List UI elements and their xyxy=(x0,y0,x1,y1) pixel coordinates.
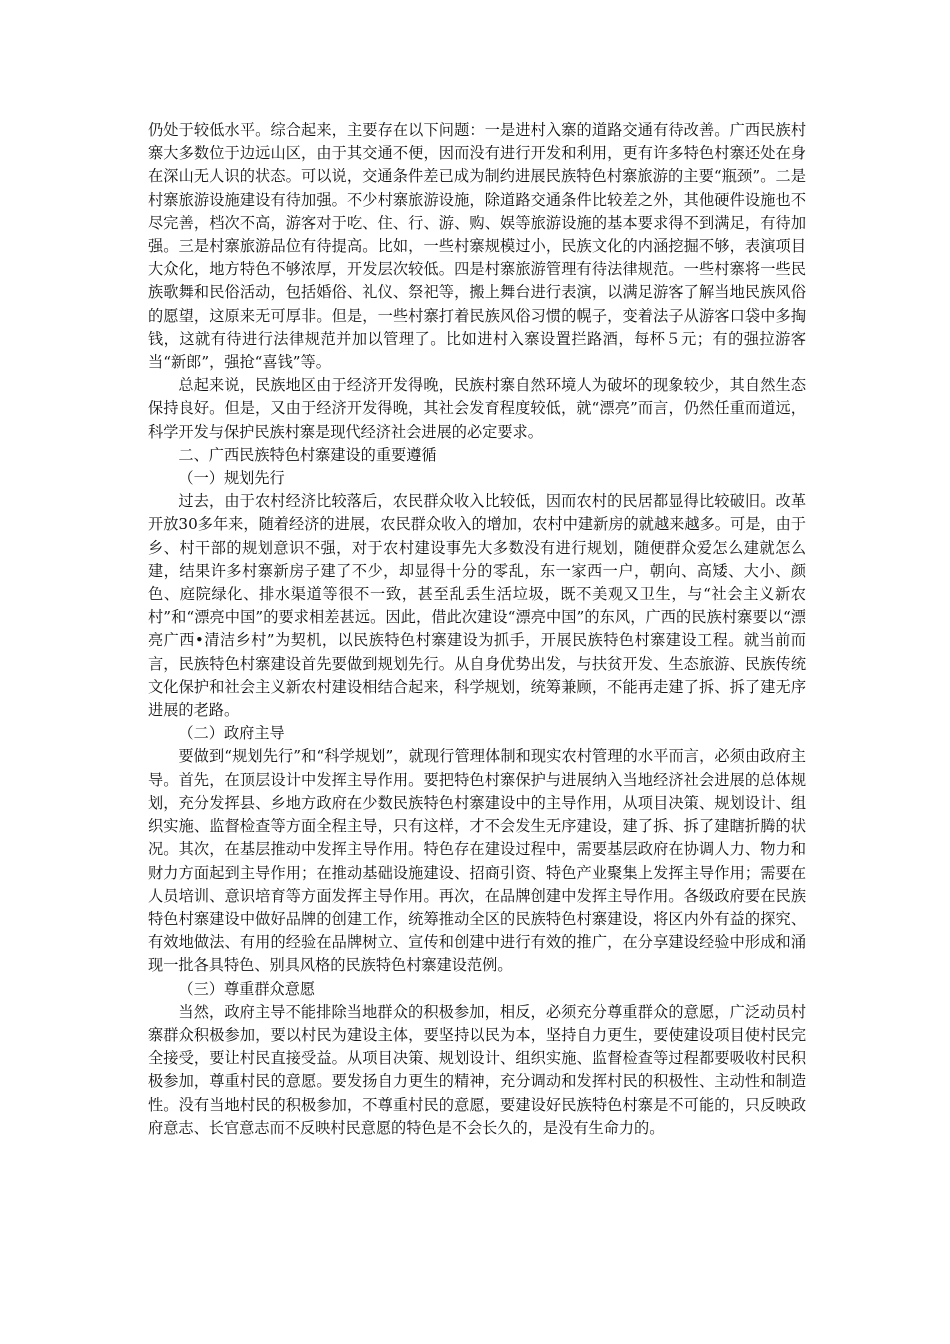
paragraph-planning: 过去，由于农村经济比较落后，农民群众收入比较低，因而农村的民居都显得比较破旧。改革开放30多年来，随着经济的进展，农民群众收入的增加，农村中建新房的就越来越多。可是，由于乡、村干部的规划意识不强，对于农村建设事先大多数没有进行规划，随便群众爱怎么建就怎么建，结果许多村寨新房子建了不少，却显得十分的零乱，东一家西一户，朝向、高矮、大小、颜色、庭院绿化、排水渠道等很不一致，甚至乱丢生活垃圾，既不美观又卫生，与“社会主义新农村”和“漂亮中国”的要求相差甚远。因此，借此次建设“漂亮中国”的东风，广西的民族村寨要以“漂亮广西•清洁乡村”为契机，以民族特色村寨建设为抓手，开展民族特色村寨建设工程。就当前而言，民族特色村寨建设首先要做到规划先行。从自身优势出发，与扶贫开发、生态旅游、民族传统文化保护和社会主义新农村建设相结合起来，科学规划，统筹兼顾，不能再走建了拆、拆了建无序进展的老路。 xyxy=(148,492,806,720)
subsection-heading-public-will: （三）尊重群众意愿 xyxy=(178,979,316,998)
subsection-heading-planning: （一）规划先行 xyxy=(178,469,285,488)
paragraph-government: 要做到“规划先行”和“科学规划”，就现行管理体制和现实农村管理的水平而言，必须由政府主导。首先，在顶层设计中发挥主导作用。要把特色村寨保护与进展纳入当地经济社会进展的总体规划，充分发挥县、乡地方政府在少数民族特色村寨建设中的主导作用，从项目决策、规划设计、组织实施、监督检查等方面全程主导，只有这样，才不会发生无序建设，建了拆、拆了建瞎折腾的状况。其次，在基层推动中发挥主导作用。特色存在建设过程中，需要基层政府在协调人力、物力和财力方面起到主导作用；在推动基础设施建设、招商引资、特色产业聚集上发挥主导作用；需要在人员培训、意识培育等方面发挥主导作用。再次，在品牌创建中发挥主导作用。各级政府要在民族特色村寨建设中做好品牌的创建工作，统筹推动全区的民族特色村寨建设，将区内外有益的探究、有效地做法、有用的经验在品牌树立、宣传和创建中进行有效的推广，在分享建设经验中形成和涌现一批各具特色、别具风格的民族特色村寨建设范例。 xyxy=(148,747,806,975)
document-body xyxy=(148,119,806,1140)
subsection-heading-government: （二）政府主导 xyxy=(178,724,285,743)
section-heading-2: 二、广西民族特色村寨建设的重要遵循 xyxy=(178,445,437,464)
paragraph-problems-continuation: 仍处于较低水平。综合起来，主要存在以下问题：一是进村入寨的道路交通有待改善。广西民族村寨大多数位于边远山区，由于其交通不便，因而没有进行开发和利用，更有许多特色村寨还处在身在深山无人识的状态。可以说，交通条件差已成为制约进展民族特色村寨旅游的主要“瓶颈”。二是村寨旅游设施建设有待加强。不少村寨旅游设施，除道路交通条件比较差之外，其他硬件设施也不尽完善，档次不高，游客对于吃、住、行、游、购、娱等旅游设施的基本要求得不到满足，有待加强。三是村寨旅游品位有待提高。比如，一些村寨规模过小，民族文化的内涵挖掘不够，表演项目大众化，地方特色不够浓厚，开发层次较低。四是村寨旅游管理有待法律规范。一些村寨将一些民族歌舞和民俗活动，包括婚俗、礼仪、祭祀等，搬上舞台进行表演，以满足游客了解当地民族风俗的愿望，这原来无可厚非。但是，一些村寨打着民族风俗习惯的幌子，变着法子从游客口袋中多掏钱，这就有待进行法律规范并加以管理了。比如进村入寨设置拦路酒，每杯５元；有的强拉游客当“新郎”，强抢“喜钱”等。 xyxy=(148,121,806,372)
paragraph-summary: 总起来说，民族地区由于经济开发得晚，民族村寨自然环境人为破坏的现象较少，其自然生态保持良好。但是，又由于经济开发得晚，其社会发育程度较低，就“漂亮”而言，仍然任重而道远，科学开发与保护民族村寨是现代经济社会进展的必定要求。 xyxy=(148,376,806,441)
paragraph-public-will: 当然，政府主导不能排除当地群众的积极参加，相反，必须充分尊重群众的意愿，广泛动员村寨群众积极参加，要以村民为建设主体，要坚持以民为本，坚持自力更生，要使建设项目使村民完全接受，要让村民直接受益。从项目决策、规划设计、组织实施、监督检查等过程都要吸收村民积极参加，尊重村民的意愿。要发扬自力更生的精神，充分调动和发挥村民的积极性、主动性和制造性。没有当地村民的积极参加，不尊重村民的意愿，要建设好民族特色村寨是不可能的，只反映政府意志、长官意志而不反映村民意愿的特色是不会长久的，是没有生命力的。 xyxy=(148,1002,806,1137)
